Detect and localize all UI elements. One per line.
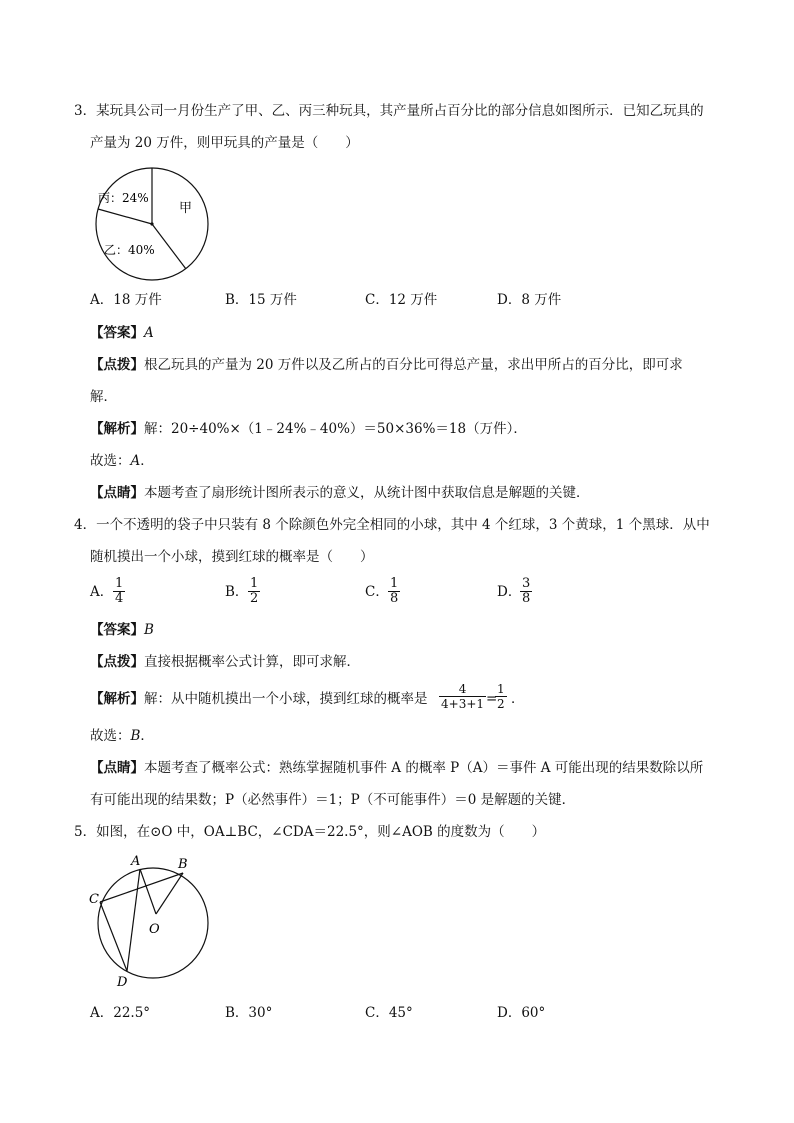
q5-option-b: B．30° [225,1005,273,1021]
q4-analysis-equals: = [486,691,498,707]
q4-choice [90,726,154,746]
q3-answer [90,323,154,343]
segment-cb [100,873,183,902]
hint-tag: 【点拨】 [90,357,144,373]
q4-option-b-letter: B． [225,584,249,600]
pie-radius-left [98,209,152,224]
comment-tag: 【点睛】 [90,760,144,776]
label-b: B [178,857,188,872]
q4-analysis-fraction-1 [439,682,486,711]
fraction-denominator: 8 [390,591,399,606]
analysis-text: 解：从中随机摸出一个小球，摸到红球的概率是 [144,691,428,707]
fraction-denominator: 4 [115,591,124,606]
q3-hint-line2: 解． [90,389,117,405]
q4-answer [90,620,154,640]
choice-value: A [130,453,141,469]
fraction-numerator: 1 [390,576,399,591]
analysis-tag: 【解析】 [90,691,144,707]
analysis-text: 解：20÷40%×（1﹣24%﹣40%）＝50×36%＝18（万件）． [144,421,527,437]
q4-hint [90,652,360,672]
analysis-tag: 【解析】 [90,421,144,437]
fraction-denominator: 4+3+1 [441,697,485,711]
hint-text: 根乙玩具的产量为 20 万件以及乙所占的百分比可得总产量，求出甲所占的百分比，即可求 [144,357,683,373]
fraction-numerator: 1 [115,576,124,591]
q5-circle-figure [86,852,218,994]
q4-option-b-fraction [248,577,260,606]
comment-text: 本题考查了扇形统计图所表示的意义，从统计图中获取信息是解题的关键． [144,485,590,501]
fraction-numerator: 1 [497,682,505,696]
segment-ao [140,869,156,914]
q4-option-c-letter: C． [365,584,389,600]
q3-stem-line1: 3．某玩具公司一月份生产了甲、乙、丙三种玩具，其产量所占百分比的部分信息如图所示．已知乙玩具的 [74,103,704,119]
segment-da [127,869,140,971]
answer-value: A [144,325,154,341]
fraction-numerator: 1 [250,576,259,591]
q4-analysis [90,689,428,709]
fraction-numerator: 3 [522,576,531,591]
q3-pie-chart [90,166,216,286]
choice-suffix: ． [140,728,154,744]
pie-label-bing: 丙：24% [98,191,149,205]
q3-option-c: C．12 万件 [365,292,438,308]
choice-suffix: ． [140,453,154,469]
comment-tag: 【点睛】 [90,485,144,501]
q4-option-a-fraction [113,577,125,606]
q3-option-b: B．15 万件 [225,292,297,308]
answer-tag: 【答案】 [90,622,144,638]
q5-option-a: A．22.5° [90,1005,151,1021]
q4-option-c-fraction [388,577,400,606]
hint-tag: 【点拨】 [90,654,144,670]
q5-stem: 5．如图，在⊙O 中，OA⊥BC，∠CDA＝22.5°，则∠AOB 的度数为（ ） [74,824,546,840]
fraction-denominator: 2 [497,697,505,711]
answer-tag: 【答案】 [90,325,144,341]
q4-stem-line2: 随机摸出一个小球，摸到红球的概率是（ ） [90,549,374,565]
segment-ob [156,873,183,914]
q4-option-d-letter: D． [497,584,522,600]
q3-hint-line1 [90,355,683,375]
hint-text: 直接根据概率公式计算，即可求解． [144,654,360,670]
label-c: C [89,892,99,907]
pie-radius-bottom [152,224,186,269]
fraction-denominator: 8 [522,591,531,606]
q4-option-a-letter: A． [90,584,114,600]
label-o: O [149,922,160,937]
label-a: A [131,854,141,869]
q3-option-d: D．8 万件 [497,292,562,308]
q4-comment-line1 [90,758,703,778]
q3-option-a: A．18 万件 [90,292,162,308]
q5-option-c: C．45° [365,1005,413,1021]
pie-label-yi: 乙：40% [104,243,155,257]
pie-center [150,222,153,225]
q4-comment-line2: 有可能出现的结果数；P（必然事件）＝1；P（不可能事件）＝0 是解题的关键． [90,792,576,808]
choice-value: B [130,728,141,744]
label-d: D [117,975,128,990]
answer-value: B [144,622,154,638]
q5-option-d: D．60° [497,1005,546,1021]
q4-analysis-fraction-2 [495,682,507,711]
choice-prefix: 故选： [90,453,131,469]
fraction-denominator: 2 [250,591,259,606]
q4-option-d-fraction [520,577,532,606]
comment-text: 本题考查了概率公式：熟练掌握随机事件 A 的概率 P（A）＝事件 A 可能出现的结果数除以所 [144,760,704,776]
q3-stem-line2: 产量为 20 万件，则甲玩具的产量是（ ） [90,135,359,151]
fraction-numerator: 4 [458,682,467,696]
q4-analysis-end: ． [511,691,525,707]
q3-analysis [90,419,527,439]
q4-stem-line1: 4．一个不透明的袋子中只装有 8 个除颜色外完全相同的小球，其中 4 个红球，3 个黄球，1 个黑球．从中 [74,517,710,533]
choice-prefix: 故选： [90,728,131,744]
q3-choice [90,451,154,471]
pie-label-jia: 甲 [179,201,193,216]
q3-comment [90,483,590,503]
